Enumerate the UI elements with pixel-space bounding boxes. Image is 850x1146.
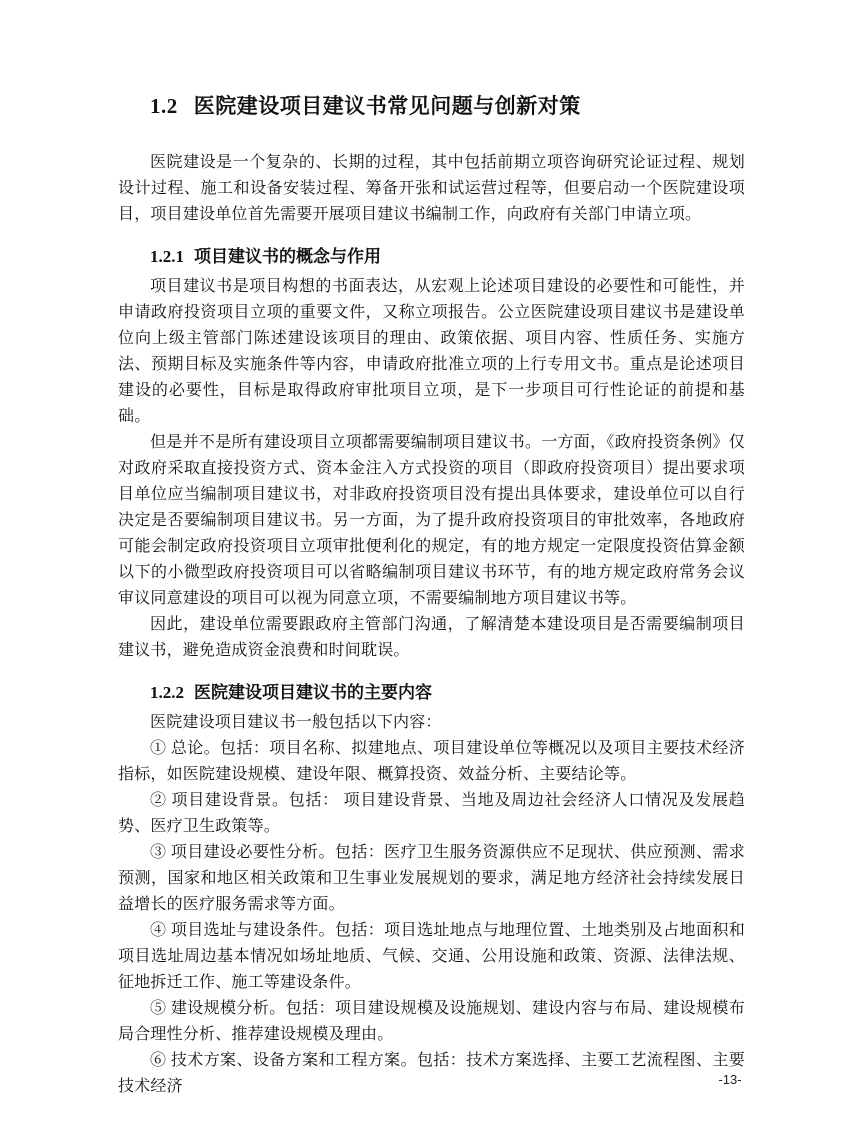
section-heading-title: 医院建设项目建议书常见问题与创新对策 — [193, 94, 581, 118]
section-heading — [150, 92, 745, 120]
subsection-2-heading — [150, 680, 745, 706]
intro-paragraph: 医院建设是一个复杂的、长期的过程，其中包括前期立项咨询研究论证过程、规划设计过程、施工和设备安装过程、筹备开张和试运营过程等，但要启动一个医院建设项目，项目建设单位首先需要开展项目建议书编制工作，向政府有关部门申请立项。 — [118, 154, 745, 223]
subsection-1-number: 1.2.1 — [150, 247, 184, 266]
paragraph: 项目建议书是项目构想的书面表达，从宏观上论述项目建设的必要性和可能性，并申请政府投资项目立项的重要文件，又称立项报告。公立医院建设项目建议书是建设单位向上级主管部门陈述建设该项目的理由、政策依据、项目内容、性质任务、实施方法、预期目标及实施条件等内容，申请政府批准立项的上行专用文书。重点是论述项目建设的必要性，目标是取得政府审批项目立项，是下一步项目可行性论证的前提和基础。 — [118, 278, 745, 425]
subsection-2-title: 医院建设项目建议书的主要内容 — [194, 683, 432, 702]
list-item: ① 总论。包括：项目名称、拟建地点、项目建设单位等概况以及项目主要技术经济指标，如医院建设规模、建设年限、概算投资、效益分析、主要结论等。 — [118, 740, 745, 783]
list-item: ③ 项目建设必要性分析。包括：医疗卫生服务资源供应不足现状、供应预测、需求预测，国家和地区相关政策和卫生事业发展规划的要求，满足地方经济社会持续发展日益增长的医疗服务需求等方面。 — [118, 844, 745, 913]
lead-paragraph: 医院建设项目建议书一般包括以下内容： — [150, 714, 442, 731]
list-item: ⑥ 技术方案、设备方案和工程方案。包括：技术方案选择、主要工艺流程图、主要技术经济 — [118, 1052, 745, 1095]
list-item: ② 项目建设背景。包括： 项目建设背景、当地及周边社会经济人口情况及发展趋势、医疗卫生政策等。 — [118, 792, 745, 835]
list-item: ④ 项目选址与建设条件。包括：项目选址地点与地理位置、土地类别及占地面积和项目选址周边基本情况如场址地质、气候、交通、公用设施和政策、资源、法律法规、征地拆迁工作、施工等建设条件。 — [118, 922, 745, 991]
subsection-1-heading — [150, 244, 745, 270]
paragraph: 因此，建设单位需要跟政府主管部门沟通，了解清楚本建设项目是否需要编制项目建议书，避免造成资金浪费和时间耽误。 — [118, 616, 745, 659]
subsection-2-number: 1.2.2 — [150, 683, 184, 702]
section-heading-number: 1.2 — [150, 94, 178, 118]
page-number: -13- — [718, 1072, 742, 1087]
paragraph: 但是并不是所有建设项目立项都需要编制项目建议书。一方面，《政府投资条例》仅对政府采取直接投资方式、资本金注入方式投资的项目（即政府投资项目）提出要求项目单位应当编制项目建议书，对非政府投资项目没有提出具体要求，建设单位可以自行决定是否要编制项目建议书。另一方面，为了提升政府投资项目的审批效率，各地政府可能会制定政府投资项目立项审批便利化的规定，有的地方规定一定限度投资估算金额以下的小微型政府投资项目可以省略编制项目建议书环节，有的地方规定政府常务会议审议同意建设的项目可以视为同意立项，不需要编制地方项目建议书等。 — [118, 434, 745, 607]
list-item: ⑤ 建设规模分析。包括：项目建设规模及设施规划、建设内容与布局、建设规模布局合理性分析、推荐建设规模及理由。 — [118, 1000, 745, 1043]
subsection-1-title: 项目建议书的概念与作用 — [194, 247, 381, 266]
